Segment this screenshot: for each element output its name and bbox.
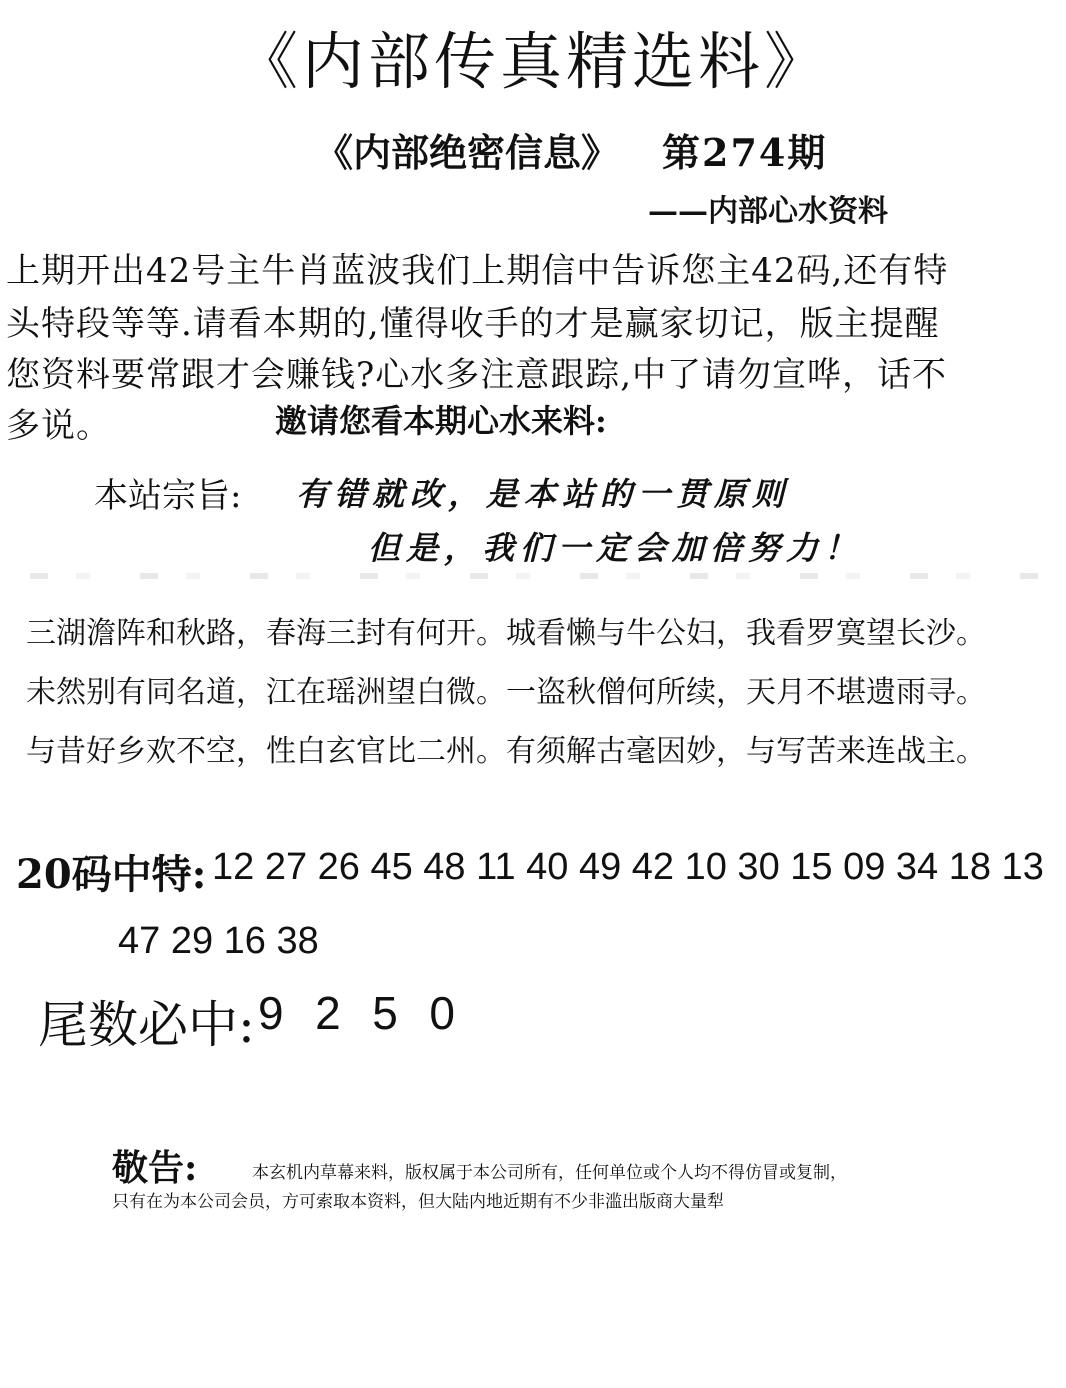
tail-numbers-label: 尾数必中: — [38, 996, 255, 1054]
invite-text: 邀请您看本期心水来料: — [275, 402, 607, 440]
page-title: 《内部传真精选料》 — [235, 25, 830, 98]
motto-line-1: 有错就改，是本站的一贯原则 — [296, 475, 791, 513]
poem-line-2: 未然别有同名道，江在瑶洲望白微。一盗秋僧何所续，天月不堪遗雨寻。 — [26, 675, 986, 710]
intro-line-1: 上期开出42号主牛肖蓝波我们上期信中告诉您主42码,还有特 — [6, 251, 949, 291]
source-label: ——内部心水资料 — [648, 194, 888, 229]
poem-line-1: 三湖澹阵和秋路，春海三封有何开。城看懒与牛公妇，我看罗寞望长沙。 — [26, 616, 986, 651]
notice-line-2: 只有在为本公司会员，方可索取本资料，但大陆内地近期有不少非滥出版商大量犁 — [112, 1192, 724, 1212]
special-numbers-continued: 47 29 16 38 — [118, 920, 319, 962]
notice-line-1: 本玄机内草幕来料，版权属于本公司所有，任何单位或个人均不得仿冒或复制， — [252, 1163, 847, 1183]
poem-line-3: 与昔好乡欢不空，性白玄官比二州。有须解古毫因妙，与写苦来连战主。 — [26, 734, 986, 769]
motto-line-2: 但是，我们一定会加倍努力！ — [368, 529, 863, 567]
motto-label: 本站宗旨: — [94, 476, 242, 516]
special-numbers: 12 27 26 45 48 11 40 49 42 10 30 15 09 34 18 13 — [212, 846, 1044, 888]
intro-line-4: 多说。 — [6, 406, 111, 446]
issue-number: 第274期 — [662, 130, 828, 175]
intro-line-3: 您资料要常跟才会赚钱?心水多注意跟踪,中了请勿宣哗，话不 — [6, 355, 948, 395]
tail-numbers: 9 2 5 0 — [258, 987, 458, 1039]
intro-line-2: 头特段等等.请看本期的,懂得收手的才是赢家切记，版主提醒 — [6, 304, 940, 344]
special-numbers-label: 20码中特: — [16, 851, 207, 898]
subtitle: 《内部绝密信息》 — [315, 130, 620, 175]
scan-noise-divider — [30, 573, 1040, 579]
notice-label: 敬告: — [112, 1147, 198, 1189]
